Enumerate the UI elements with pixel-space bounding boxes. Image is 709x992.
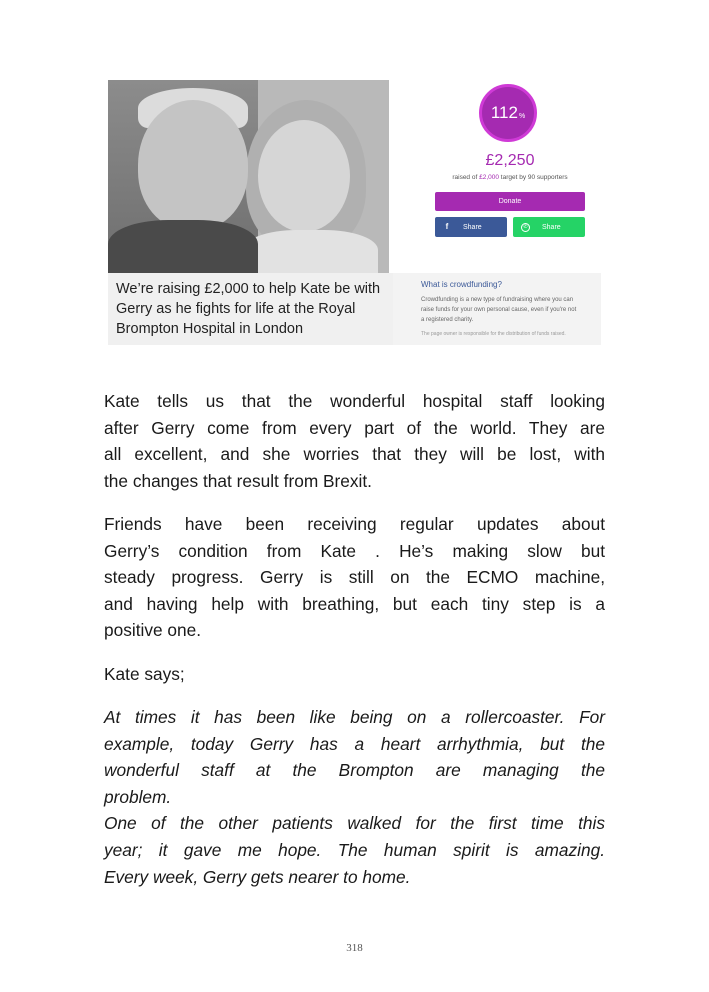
fundraiser-caption [108,273,393,345]
whatsapp-icon: ✆ [521,223,530,232]
caption-line: Gerry as he fights for life at the Royal [116,301,356,317]
quote-line: At times it has been like being on a rollercoaster. For [104,707,605,727]
quote-line: wonderful staff at the Brompton are managing the [104,760,605,781]
percent-sign: % [518,112,526,120]
donate-button[interactable]: Donate [435,192,585,211]
text-line: Kate tells us that the wonderful hospital staff looking [104,391,605,411]
kate-says-line [104,661,605,688]
raised-summary [425,174,595,181]
caption-line: We’re raising £2,000 to help Kate be with [116,281,381,297]
crowdfunding-screenshot [108,80,601,345]
facebook-icon: f [445,222,449,231]
quote-line: Every week, Gerry gets nearer to home. [104,866,411,887]
share-facebook-label: Share [463,223,482,231]
funding-stats [435,80,585,273]
text-line: the changes that result from Brexit. [104,470,372,491]
percent-number: 112 [490,103,518,122]
caption-line: Brompton Hospital in London [116,321,304,337]
paragraph-updates [104,511,605,644]
share-whatsapp-label: Share [542,223,561,231]
text-line: and having help with breathing, but each tiny step is a [104,593,605,614]
couple-photo [108,80,389,273]
text-line: all excellent, and she worries that they will be lost, with [104,444,605,465]
page-number: 318 [346,942,363,954]
info-body [421,295,591,325]
quote-line: year; it gave me hope. The human spirit is amazing. [104,839,605,860]
text-line: Gerry’s condition from Kate . He’s making slow but [104,540,605,561]
crowdfunding-info [393,273,601,345]
info-title[interactable]: What is crowdfunding? [421,280,502,289]
paragraph-staff [104,388,605,494]
amount-raised: £2,250 [485,152,535,169]
text-line: after Gerry come from every part of the world. They are [104,417,605,438]
info-line: a registered charity. [421,317,474,323]
quote-line: One of the other patients walked for the first time this [104,813,605,834]
info-line: Crowdfunding is a new type of fundraising where you can [421,297,574,303]
info-line: raise funds for your own personal cause, even if you're not [421,307,577,313]
percent-ring [479,84,537,142]
quote-line: example, today Gerry has a heart arrhythmia, but the [104,733,605,754]
share-whatsapp-button[interactable] [513,217,585,237]
text-line: Kate says; [104,664,185,684]
raised-target: £2,000 [479,174,499,181]
text-line: Friends have been receiving regular updates about [104,514,605,534]
quote-line: problem. [104,786,172,807]
text-line: positive one. [104,620,202,641]
info-note: The page owner is responsible for the distribution of funds raised. [421,331,566,337]
raised-prefix: raised of [452,174,480,181]
raised-suffix: target by 90 supporters [498,174,568,181]
text-line: steady progress. Gerry is still on the ECMO machine, [104,567,605,588]
share-facebook-button[interactable] [435,217,507,237]
kate-quote [104,704,605,890]
